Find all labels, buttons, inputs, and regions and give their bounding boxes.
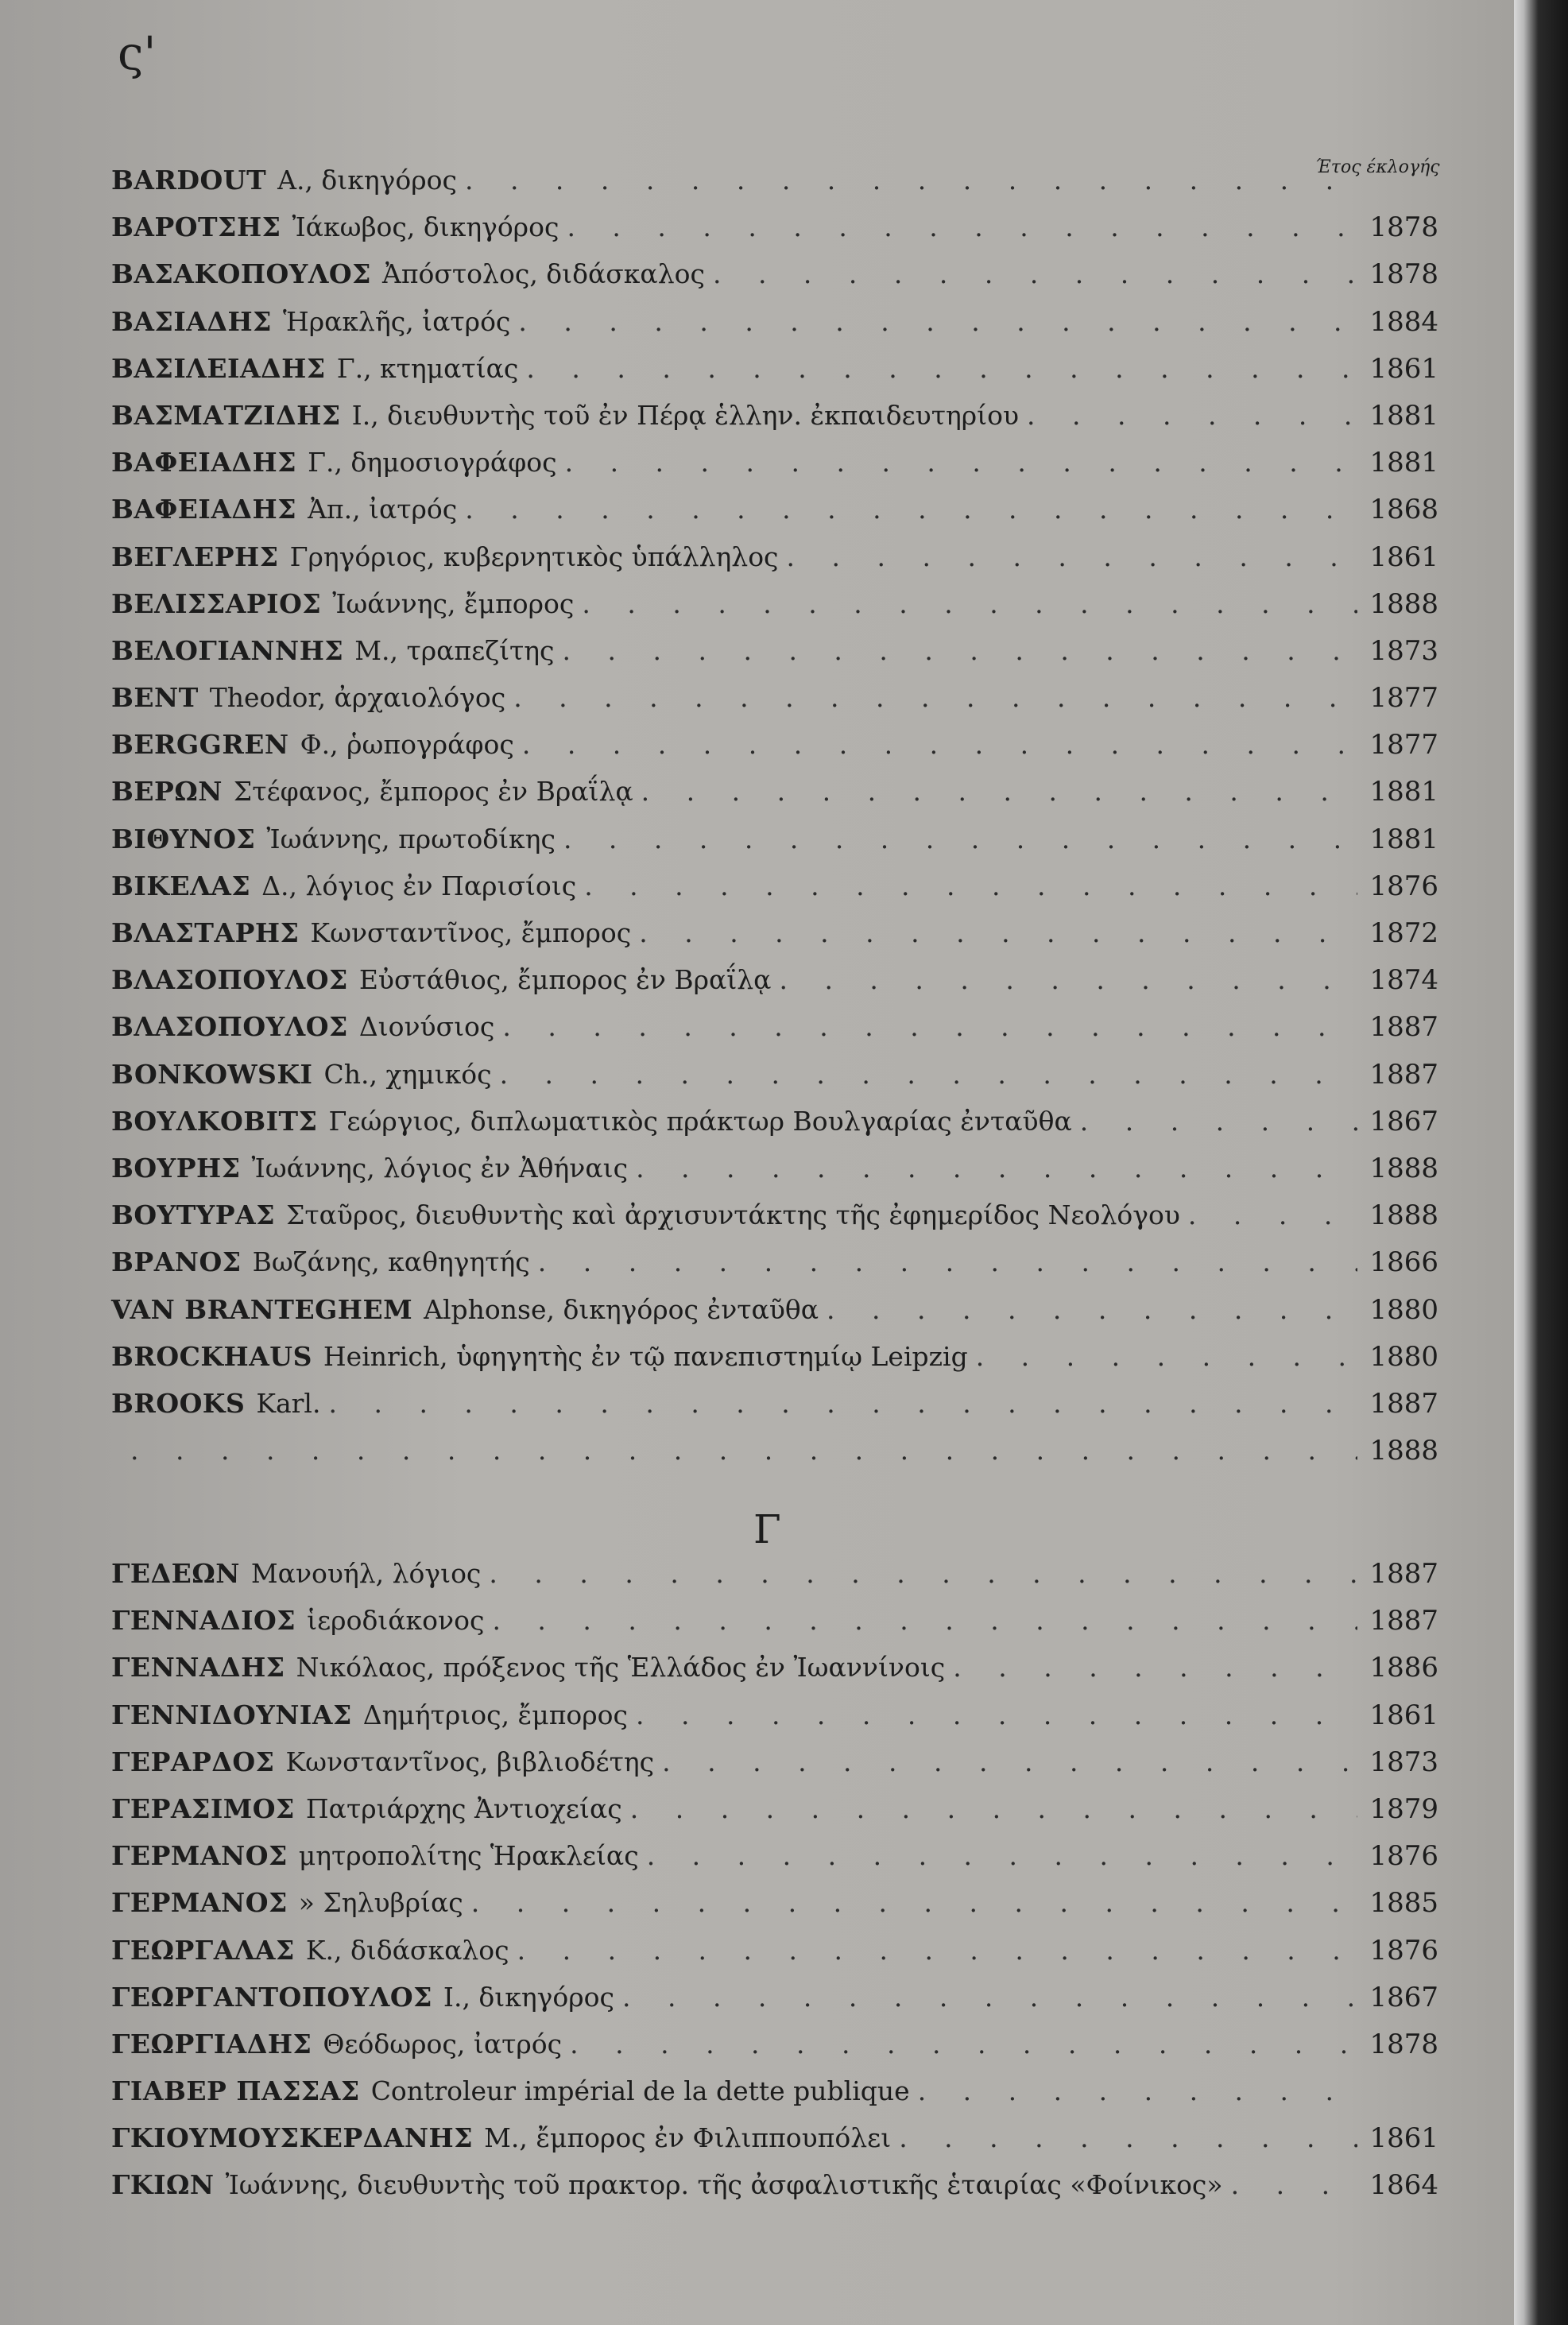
- entry-surname: VAN BRANTEGHEM: [111, 1293, 413, 1325]
- entry-election-year: 1881: [1369, 399, 1438, 432]
- section-heading-gamma: Γ: [753, 1506, 781, 1552]
- entry-election-year: 1887: [1369, 1605, 1438, 1637]
- list-entry: [111, 1246, 1438, 1293]
- entry-election-year: 1880: [1369, 1293, 1438, 1326]
- leader-dots: [636, 1153, 1357, 1184]
- entry-description: Μανουήλ, λόγιος: [250, 1558, 482, 1589]
- entry-surname: ΓΕΔΕΩΝ: [111, 1558, 240, 1589]
- list-entry: [111, 1982, 1438, 2029]
- entry-description: Ἀπ., ἰατρός: [308, 494, 458, 525]
- leader-dots: [584, 870, 1357, 901]
- entry-surname: ΓΕΡΜΑΝΟΣ: [111, 1887, 288, 1919]
- entry-surname: ΓΕΝΝΙΔΟΥΝΙΑΣ: [111, 1699, 352, 1730]
- list-entry: [111, 2075, 1438, 2122]
- entry-description: Ι., δικηγόρος: [443, 1981, 614, 2013]
- entry-description: Διονύσιος: [358, 1011, 495, 1043]
- entry-election-year: 1876: [1369, 1934, 1438, 1967]
- entry-election-year: 1879: [1369, 1792, 1438, 1825]
- entry-description: Ι., διευθυντὴς τοῦ ἐν Πέρᾳ ἑλλην. ἐκπαιδευτηρίου: [351, 399, 1020, 431]
- entry-election-year: 1881: [1369, 447, 1438, 479]
- entry-surname: ΓΕΡΜΑΝΟΣ: [111, 1840, 288, 1872]
- list-entry: [111, 1294, 1438, 1341]
- entry-description: Controleur impérial de la dette publique: [370, 2075, 910, 2107]
- entry-surname: ΒΙΘΥΝΟΣ: [111, 823, 256, 854]
- entry-surname: ΒΑΣΙΑΔΗΣ: [111, 305, 272, 337]
- leader-dots: [636, 1699, 1357, 1730]
- leader-dots: [622, 1982, 1357, 2013]
- entry-surname: ΒΡΑΝΟΣ: [111, 1246, 242, 1278]
- leader-dots: [582, 588, 1357, 619]
- entry-surname: ΓΚΙΟΥΜΟΥΣΚΕΡΔΑΝΗΣ: [111, 2122, 474, 2154]
- entry-election-year: 1868: [1369, 494, 1438, 526]
- list-entry: [111, 1605, 1438, 1652]
- leader-dots: [639, 917, 1357, 948]
- entry-surname: ΒΟΥΡΗΣ: [111, 1152, 241, 1184]
- entry-description: Δ., λόγιος ἐν Παρισίοις: [261, 870, 577, 901]
- list-entry: [111, 682, 1438, 729]
- entry-surname: ΒΙΚΕΛΑΣ: [111, 870, 251, 901]
- entry-surname: ΒΛΑΣΟΠΟΥΛΟΣ: [111, 964, 348, 996]
- entry-description: » Σηλυβρίας: [298, 1887, 463, 1919]
- leader-dots: [779, 964, 1357, 995]
- entry-surname: ΒΑΣΙΛΕΙΑΔΗΣ: [111, 352, 326, 384]
- entry-surname: ΒΕΛΟΓΙΑΝΝΗΣ: [111, 634, 344, 666]
- list-entry: [111, 211, 1438, 258]
- list-entry: [111, 2169, 1438, 2216]
- entry-election-year: 1867: [1369, 1105, 1438, 1137]
- entry-election-year: 1867: [1369, 1981, 1438, 2013]
- entry-surname: ΒΟΥΤΥΡΑΣ: [111, 1199, 276, 1231]
- list-entry: [111, 447, 1438, 494]
- entry-election-year: 1888: [1369, 1152, 1438, 1184]
- list-entry: [111, 1153, 1438, 1199]
- list-entry: [111, 964, 1438, 1011]
- entry-description: Ἰωάννης, διευθυντὴς τοῦ πρακτορ. τῆς ἀσφαλιστικῆς ἑταιρίας «Φοίνικος»: [225, 2169, 1223, 2201]
- entry-description: Theodor, ἀρχαιολόγος: [209, 682, 506, 714]
- entry-election-year: 1866: [1369, 1246, 1438, 1279]
- entry-description: Γ., δημοσιογράφος: [308, 447, 557, 479]
- entry-description: Φ., ῥωπογράφος: [300, 729, 514, 761]
- entry-surname: ΓΕΝΝΑΔΙΟΣ: [111, 1605, 296, 1637]
- list-entry: [111, 1388, 1438, 1435]
- entry-election-year: 1874: [1369, 964, 1438, 997]
- leader-dots: [1231, 2169, 1357, 2200]
- entry-election-year: 1876: [1369, 1840, 1438, 1873]
- list-entry: [111, 823, 1438, 870]
- entry-description: Ἀπόστολος, διδάσκαλος: [382, 258, 705, 290]
- entry-election-year: 1864: [1369, 2169, 1438, 2202]
- entry-description: Ἰάκωβος, δικηγόρος: [292, 211, 559, 243]
- entry-description: Νικόλαος, πρόξενος τῆς Ἑλλάδος ἐν Ἰωαννίνοις: [296, 1652, 946, 1684]
- entry-surname: BROCKHAUS: [111, 1340, 312, 1372]
- leader-dots: [328, 1388, 1357, 1419]
- entry-election-year: 1885: [1369, 1887, 1438, 1920]
- entry-description: Θεόδωρος, ἰατρός: [323, 2028, 563, 2060]
- entry-description: Α., δικηγόρος: [277, 165, 457, 196]
- entry-election-year: 1886: [1369, 1652, 1438, 1684]
- entry-surname: ΒΑΦΕΙΑΔΗΣ: [111, 447, 297, 479]
- entry-election-year: 1861: [1369, 541, 1438, 573]
- member-list-section-g: [111, 1558, 1438, 2217]
- entry-description: Κ., διδάσκαλος: [305, 1934, 509, 1966]
- entry-surname: ΒΛΑΣΟΠΟΥΛΟΣ: [111, 1011, 348, 1043]
- leader-dots: [465, 494, 1357, 525]
- leader-dots: [517, 1935, 1357, 1966]
- leader-dots: [489, 1558, 1357, 1589]
- list-entry: [111, 1341, 1438, 1388]
- entry-surname: ΒΑΣΑΚΟΠΟΥΛΟΣ: [111, 258, 372, 290]
- entry-election-year: 1888: [1369, 1199, 1438, 1232]
- list-entry: [111, 2029, 1438, 2075]
- leader-dots: [953, 1652, 1357, 1683]
- leader-dots: [641, 776, 1357, 807]
- leader-dots: [827, 1294, 1357, 1325]
- list-entry: [111, 2122, 1438, 2169]
- entry-election-year: 1878: [1369, 211, 1438, 244]
- list-entry: [111, 729, 1438, 776]
- leader-dots: [492, 1605, 1357, 1636]
- list-entry: [111, 776, 1438, 823]
- entry-description: Ch., χημικός: [323, 1058, 492, 1090]
- leader-dots: [563, 635, 1357, 666]
- leader-dots: [787, 541, 1357, 572]
- book-spine-shadow: [1514, 0, 1568, 2325]
- list-entry: [111, 870, 1438, 917]
- entry-election-year: 1887: [1369, 1011, 1438, 1044]
- entry-description: Heinrich, ὑφηγητὴς ἐν τῷ πανεπιστημίῳ Leipzig: [323, 1340, 968, 1372]
- leader-dots: [662, 1746, 1357, 1777]
- entry-description: Κωνσταντῖνος, ἔμπορος: [310, 917, 632, 948]
- entry-description: Ἰωάννης, λόγιος ἐν Ἀθήναις: [251, 1152, 629, 1184]
- entry-surname: BARDOUT: [111, 165, 267, 196]
- leader-dots: [1027, 400, 1357, 431]
- entry-election-year: 1887: [1369, 1387, 1438, 1420]
- entry-election-year: 1873: [1369, 1746, 1438, 1778]
- entry-election-year: 1877: [1369, 729, 1438, 761]
- entry-surname: BONKOWSKI: [111, 1058, 313, 1090]
- year-column-header: Έτος έκλογής: [1315, 157, 1440, 177]
- list-entry: [111, 635, 1438, 682]
- entry-election-year: 1881: [1369, 823, 1438, 855]
- entry-election-year: 1861: [1369, 2122, 1438, 2155]
- entry-election-year: 1887: [1369, 1558, 1438, 1590]
- list-entry: [111, 1059, 1438, 1106]
- entry-election-year: 1887: [1369, 1058, 1438, 1091]
- list-entry: [111, 353, 1438, 400]
- leader-dots: [567, 211, 1357, 242]
- list-entry: [111, 1887, 1438, 1934]
- list-entry: [111, 400, 1438, 447]
- leader-dots: [918, 2075, 1357, 2106]
- list-entry: [111, 1793, 1438, 1840]
- leader-dots: [570, 2029, 1357, 2060]
- entry-description: Μ., ἔμπορος ἐν Φιλιππουπόλει: [484, 2122, 892, 2154]
- entry-description: Δημήτριος, ἔμπορος: [362, 1699, 629, 1730]
- entry-description: Karl.: [256, 1387, 321, 1419]
- leader-dots: [565, 447, 1357, 478]
- entry-surname: ΓΕΩΡΓΙΑΔΗΣ: [111, 2028, 312, 2060]
- list-entry: [111, 258, 1438, 305]
- list-entry: [111, 1011, 1438, 1058]
- list-entry: [111, 1558, 1438, 1605]
- entry-election-year: 1876: [1369, 870, 1438, 902]
- entry-surname: ΒΛΑΣΤΑΡΗΣ: [111, 917, 300, 948]
- entry-surname: BENT: [111, 682, 199, 714]
- entry-surname: ΓΕΡΑΡΔΟΣ: [111, 1746, 275, 1777]
- entry-election-year: 1861: [1369, 1699, 1438, 1731]
- entry-election-year: 1878: [1369, 258, 1438, 291]
- entry-description: μητροπολίτης Ἡρακλείας: [298, 1840, 639, 1872]
- leader-dots: [647, 1840, 1357, 1871]
- entry-surname: ΓΕΩΡΓΑΝΤΟΠΟΥΛΟΣ: [111, 1981, 432, 2013]
- leader-dots: [518, 306, 1357, 337]
- leader-dots: [538, 1246, 1357, 1277]
- leader-dots: [899, 2122, 1357, 2153]
- entry-description: Βωζάνης, καθηγητής: [252, 1246, 530, 1278]
- leader-dots: [502, 1011, 1357, 1042]
- entry-description: Ἰωάννης, πρωτοδίκης: [266, 823, 556, 854]
- entry-surname: ΒΕΛΙΣΣΑΡΙΟΣ: [111, 587, 322, 619]
- entry-description: Alphonse, δικηγόρος ἐνταῦθα: [424, 1293, 819, 1325]
- leader-dots: [526, 353, 1357, 384]
- leader-dots: [471, 1887, 1357, 1918]
- list-entry: [111, 1840, 1438, 1887]
- member-list-section-b: [111, 165, 1438, 1482]
- entry-surname: ΒΕΓΛΕΡΗΣ: [111, 541, 279, 572]
- leader-dots: [465, 165, 1357, 196]
- list-entry: [111, 306, 1438, 353]
- list-entry: [111, 494, 1438, 541]
- entry-description: Στέφανος, ἔμπορος ἐν Βραΐλᾳ: [233, 776, 633, 808]
- entry-description: Σταῦρος, διευθυντὴς καὶ ἀρχισυντάκτης τῆς ἐφημερίδος Νεολόγου: [286, 1199, 1180, 1231]
- leader-dots: [563, 823, 1357, 854]
- leader-dots: [1188, 1199, 1357, 1230]
- entry-description: Ἡρακλῆς, ἰατρός: [282, 305, 511, 337]
- entry-surname: ΒΑΡΟΤΣΗΣ: [111, 211, 281, 243]
- list-entry: [111, 1699, 1438, 1746]
- list-entry: [111, 1746, 1438, 1793]
- list-entry: [111, 1935, 1438, 1982]
- entry-description: Κωνσταντῖνος, βιβλιοδέτης: [285, 1746, 655, 1777]
- list-entry: [111, 165, 1438, 211]
- leader-dots: [630, 1793, 1357, 1824]
- entry-election-year: 1873: [1369, 634, 1438, 667]
- entry-surname: ΒΕΡΩΝ: [111, 776, 223, 808]
- entry-description: Μ., τραπεζίτης: [354, 634, 555, 666]
- entry-election-year: 1877: [1369, 682, 1438, 715]
- leader-dots: [500, 1059, 1357, 1090]
- entry-surname: ΓΕΡΑΣΙΜΟΣ: [111, 1792, 295, 1824]
- leader-dots: [713, 258, 1357, 289]
- leader-dots: [522, 729, 1357, 760]
- page-number: ς': [118, 26, 157, 80]
- entry-surname: ΒΟΥΛΚΟΒΙΤΣ: [111, 1105, 318, 1137]
- entry-description: Ἰωάννης, ἔμπορος: [332, 587, 575, 619]
- leader-dots: [130, 1435, 1357, 1466]
- entry-description: ἱεροδιάκονος: [307, 1605, 485, 1637]
- list-entry: [111, 1106, 1438, 1153]
- leader-dots: [1080, 1106, 1357, 1137]
- list-entry: [111, 588, 1438, 635]
- entry-surname: ΓΚΙΩΝ: [111, 2169, 215, 2201]
- list-entry: [111, 1435, 1438, 1482]
- entry-election-year: 1861: [1369, 352, 1438, 385]
- entry-election-year: 1881: [1369, 776, 1438, 808]
- entry-election-year: 1888: [1369, 1435, 1438, 1467]
- entry-description: Γ., κτηματίας: [336, 352, 519, 384]
- leader-dots: [976, 1341, 1357, 1372]
- entry-surname: ΓΕΩΡΓΑΛΑΣ: [111, 1934, 295, 1966]
- list-entry: [111, 917, 1438, 964]
- entry-description: Γεώργιος, διπλωματικὸς πράκτωρ Βουλγαρίας ἐνταῦθα: [328, 1105, 1072, 1137]
- list-entry: [111, 1199, 1438, 1246]
- list-entry: [111, 1652, 1438, 1699]
- entry-description: Εὐστάθιος, ἔμπορος ἐν Βραΐλᾳ: [358, 964, 772, 996]
- entry-description: Πατριάρχης Ἀντιοχείας: [305, 1792, 622, 1824]
- entry-election-year: 1888: [1369, 587, 1438, 620]
- entry-surname: ΓΕΝΝΑΔΗΣ: [111, 1652, 285, 1684]
- list-entry: [111, 541, 1438, 588]
- entry-surname: ΒΑΣΜΑΤΖΙΔΗΣ: [111, 399, 341, 431]
- entry-election-year: 1884: [1369, 305, 1438, 338]
- entry-election-year: 1878: [1369, 2028, 1438, 2060]
- entry-surname: BROOKS: [111, 1387, 246, 1419]
- entry-surname: ΒΑΦΕΙΑΔΗΣ: [111, 494, 297, 525]
- entry-surname: ΓΙΑΒΕΡ ΠΑΣΣΑΣ: [111, 2075, 360, 2107]
- entry-surname: BERGGREN: [111, 729, 289, 761]
- entry-description: Γρηγόριος, κυβερνητικὸς ὑπάλληλος: [289, 541, 779, 572]
- leader-dots: [513, 682, 1357, 713]
- entry-election-year: 1872: [1369, 917, 1438, 949]
- entry-election-year: 1880: [1369, 1340, 1438, 1373]
